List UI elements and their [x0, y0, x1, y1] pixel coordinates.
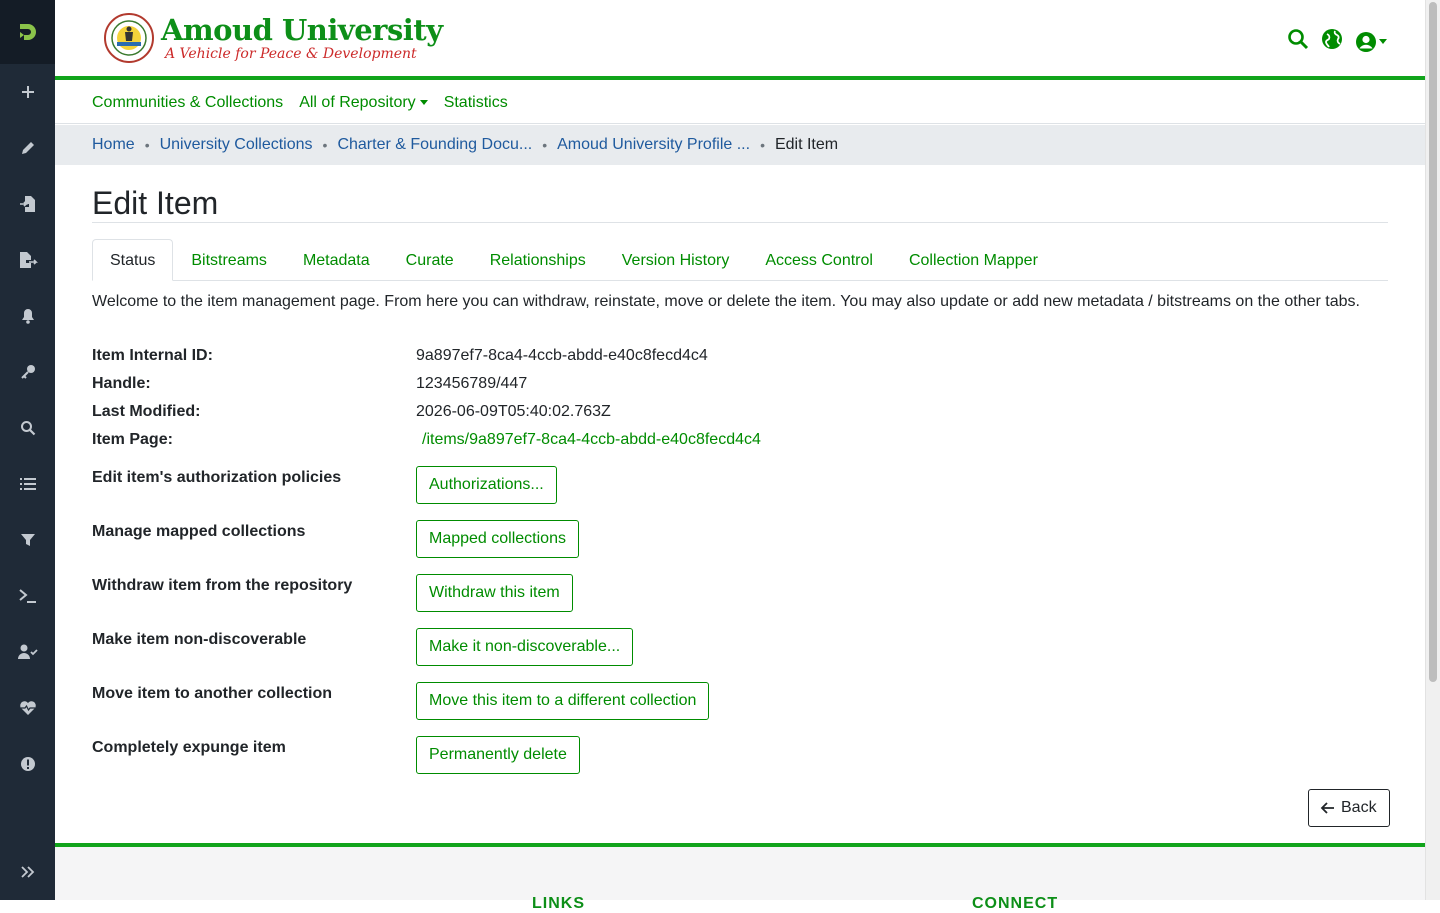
action-label: Move item to another collection — [92, 685, 333, 702]
key-icon[interactable] — [0, 352, 55, 392]
tab-version-history[interactable]: Version History — [621, 252, 730, 269]
breadcrumb-separator: • — [542, 137, 548, 153]
dspace-logo-icon[interactable] — [0, 0, 55, 64]
tab-collection-mapper[interactable]: Collection Mapper — [908, 252, 1038, 269]
action-row — [92, 628, 1388, 682]
breadcrumb-separator: • — [322, 137, 328, 153]
action-label: Edit item's authorization policies — [92, 469, 342, 486]
action-label: Withdraw item from the repository — [92, 577, 353, 594]
item-page-link[interactable]: /items/9a897ef7-8ca4-4ccb-abdd-e40c8fecd4c4 — [422, 431, 761, 448]
main-content — [92, 165, 1388, 790]
globe-icon[interactable] — [1321, 28, 1343, 55]
tab-access-control[interactable]: Access Control — [765, 252, 873, 269]
filter-icon[interactable] — [0, 520, 55, 560]
breadcrumb — [55, 125, 1425, 165]
info-row-handle — [92, 370, 1388, 398]
permanently-delete-button[interactable]: Permanently delete — [416, 736, 580, 774]
export-icon[interactable] — [0, 240, 55, 280]
bell-icon[interactable] — [0, 296, 55, 336]
action-row — [92, 520, 1388, 574]
footer-connect-heading: CONNECT — [972, 895, 1059, 912]
university-seal-icon — [103, 12, 155, 64]
back-button[interactable] — [1308, 789, 1390, 827]
user-circle-icon[interactable] — [1355, 31, 1387, 53]
nav-all-of-repository-label: All of Repository — [299, 94, 416, 111]
item-actions — [92, 466, 1388, 790]
tab-status[interactable]: Status — [92, 239, 173, 281]
info-label: Item Internal ID: — [92, 347, 213, 364]
action-row — [92, 736, 1388, 790]
nav-statistics[interactable]: Statistics — [443, 94, 508, 111]
breadcrumb-current: Edit Item — [774, 136, 839, 153]
action-label: Make item non-discoverable — [92, 631, 307, 648]
search-icon[interactable] — [0, 408, 55, 448]
page-title: Edit Item — [92, 185, 1388, 223]
tab-relationships[interactable]: Relationships — [489, 252, 586, 269]
action-row — [92, 682, 1388, 736]
back-button-label: Back — [1341, 799, 1377, 816]
list-icon[interactable] — [0, 464, 55, 504]
info-row-item-page — [92, 426, 1388, 454]
expand-icon[interactable] — [0, 852, 55, 892]
university-logo[interactable] — [103, 12, 443, 64]
make-non-discoverable-button[interactable]: Make it non-discoverable... — [416, 628, 633, 666]
withdraw-button[interactable]: Withdraw this item — [416, 574, 573, 612]
action-label: Manage mapped collections — [92, 523, 306, 540]
scrollbar-thumb[interactable] — [1429, 2, 1437, 682]
info-label: Item Page: — [92, 431, 173, 448]
info-circle-icon[interactable] — [0, 744, 55, 784]
university-motto: A Vehicle for Peace & Development — [165, 46, 417, 62]
chevron-down-icon — [1379, 39, 1387, 44]
chevron-down-icon — [420, 100, 428, 105]
import-icon[interactable] — [0, 184, 55, 224]
item-last-modified: 2026-06-09T05:40:02.763Z — [416, 403, 611, 420]
site-header — [55, 0, 1425, 80]
tab-bitstreams[interactable]: Bitstreams — [191, 252, 267, 269]
user-check-icon[interactable] — [0, 632, 55, 672]
info-label: Handle: — [92, 375, 151, 392]
action-row — [92, 466, 1388, 520]
nav-all-of-repository[interactable] — [299, 94, 428, 112]
breadcrumb-profile[interactable]: Amoud University Profile ... — [557, 136, 751, 153]
search-icon[interactable] — [1287, 28, 1309, 55]
breadcrumb-home[interactable]: Home — [92, 136, 135, 153]
item-info — [92, 342, 1388, 454]
edit-item-tabs — [92, 239, 1388, 281]
tab-metadata[interactable]: Metadata — [302, 252, 370, 269]
info-row-last-modified — [92, 398, 1388, 426]
breadcrumb-charter-founding[interactable]: Charter & Founding Docu... — [337, 136, 533, 153]
mapped-collections-button[interactable]: Mapped collections — [416, 520, 579, 558]
site-footer — [55, 843, 1425, 912]
admin-sidebar — [0, 0, 55, 900]
breadcrumb-separator: • — [760, 137, 765, 153]
pencil-icon[interactable] — [0, 128, 55, 168]
breadcrumb-university-collections[interactable]: University Collections — [159, 136, 313, 153]
tab-curate[interactable]: Curate — [405, 252, 454, 269]
authorizations-button[interactable]: Authorizations... — [416, 466, 557, 504]
item-handle: 123456789/447 — [416, 375, 528, 392]
action-row — [92, 574, 1388, 628]
footer-links-heading: LINKS — [532, 895, 585, 912]
nav-communities-collections[interactable]: Communities & Collections — [92, 94, 284, 111]
welcome-text: Welcome to the item management page. From here you can withdraw, reinstate, move or delete the item. You may also update or add new metadata / bitstreams on the other tabs. — [92, 293, 1360, 310]
info-row-internal-id — [92, 342, 1388, 370]
main-navigation — [55, 84, 1425, 124]
move-item-button[interactable]: Move this item to a different collection — [416, 682, 709, 720]
page-scrollbar[interactable] — [1425, 0, 1440, 900]
breadcrumb-separator: • — [144, 137, 150, 153]
plus-icon[interactable] — [0, 72, 55, 112]
action-label: Completely expunge item — [92, 739, 286, 756]
info-label: Last Modified: — [92, 403, 201, 420]
item-internal-id: 9a897ef7-8ca4-4ccb-abdd-e40c8fecd4c4 — [416, 347, 708, 364]
university-name: Amoud University — [161, 13, 443, 47]
arrow-left-icon — [1321, 802, 1335, 814]
terminal-icon[interactable] — [0, 576, 55, 616]
heartbeat-icon[interactable] — [0, 688, 55, 728]
